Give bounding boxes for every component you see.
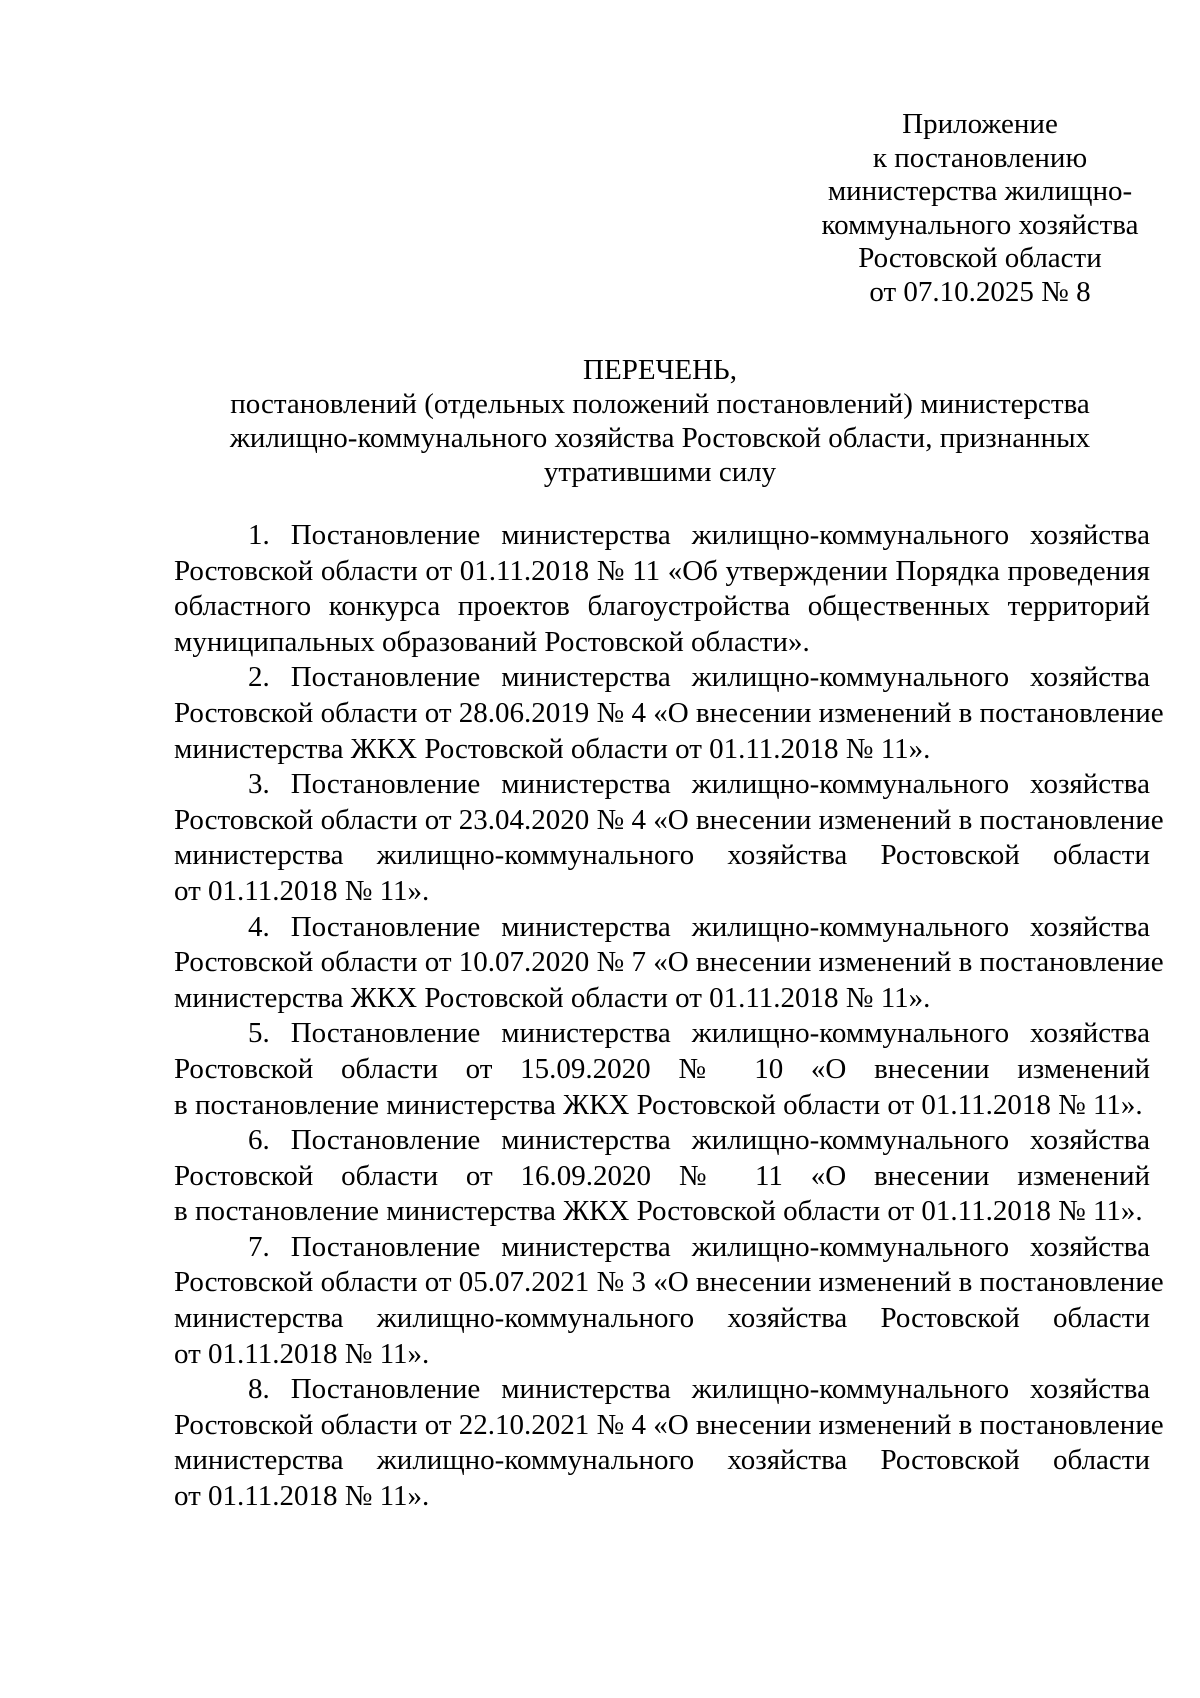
item-line: в постановление министерства ЖКХ Ростовской области от 01.11.2018 № 11». <box>174 1195 1143 1228</box>
item-line: от 01.11.2018 № 11». <box>174 1480 430 1513</box>
item-line: от 01.11.2018 № 11». <box>174 874 430 907</box>
appendix-line: Приложение <box>902 108 1058 140</box>
item-line: министерства жилищно-коммунального хозяйства Ростовской области <box>174 839 1150 872</box>
item-line: Ростовской области от 15.09.2020 № 10 «О внесении изменений <box>174 1052 1150 1085</box>
title-line: утратившими силу <box>543 456 777 488</box>
list-item-4 <box>174 910 1164 1017</box>
item-line: 1. Постановление министерства жилищно-коммунального хозяйства <box>248 519 1150 551</box>
item-line: министерства ЖКХ Ростовской области от 01.11.2018 № 11». <box>174 732 931 765</box>
item-line: муниципальных образований Ростовской области». <box>174 625 810 658</box>
item-line: Ростовской области от 23.04.2020 № 4 «О внесении изменений в постановление <box>174 803 1164 836</box>
item-line: 5. Постановление министерства жилищно-коммунального хозяйства <box>248 1017 1150 1050</box>
item-line: Ростовской области от 22.10.2021 № 4 «О внесении изменений в постановление <box>174 1408 1164 1441</box>
title-line: постановлений (отдельных положений постановлений) министерства <box>230 388 1090 420</box>
item-line: в постановление министерства ЖКХ Ростовской области от 01.11.2018 № 11». <box>174 1088 1143 1121</box>
list-item-8 <box>174 1372 1164 1514</box>
item-line: министерства жилищно-коммунального хозяйства Ростовской области <box>174 1444 1150 1477</box>
list-item-2 <box>174 660 1164 767</box>
item-line: Ростовской области от 16.09.2020 № 11 «О внесении изменений <box>174 1159 1150 1192</box>
title-line: жилищно-коммунального хозяйства Ростовской области, признанных <box>229 422 1091 454</box>
item-line: министерства жилищно-коммунального хозяйства Ростовской области <box>174 1302 1150 1335</box>
item-line: 4. Постановление министерства жилищно-коммунального хозяйства <box>248 910 1150 943</box>
item-line: Ростовской области от 28.06.2019 № 4 «О внесении изменений в постановление <box>174 696 1164 729</box>
item-line: 2. Постановление министерства жилищно-коммунального хозяйства <box>248 661 1150 694</box>
item-line: министерства ЖКХ Ростовской области от 01.11.2018 № 11». <box>174 981 931 1014</box>
item-line: 8. Постановление министерства жилищно-коммунального хозяйства <box>248 1373 1150 1406</box>
item-line: от 01.11.2018 № 11». <box>174 1337 430 1370</box>
list-item-6 <box>174 1123 1150 1230</box>
item-line: Ростовской области от 05.07.2021 № 3 «О внесении изменений в постановление <box>174 1266 1164 1299</box>
item-line: 7. Постановление министерства жилищно-коммунального хозяйства <box>248 1230 1150 1263</box>
document-title <box>170 353 1150 489</box>
appendix-date-number: от 07.10.2025 № 8 <box>869 275 1091 308</box>
list-item-5 <box>174 1016 1150 1123</box>
appendix-line: к постановлению <box>872 141 1088 174</box>
item-line: 3. Постановление министерства жилищно-коммунального хозяйства <box>248 768 1150 801</box>
item-line: Ростовской области от 01.11.2018 № 11 «Об утверждении Порядка проведения <box>174 554 1150 587</box>
list-item-3 <box>174 767 1164 909</box>
list-item-7 <box>174 1230 1164 1372</box>
item-line: 6. Постановление министерства жилищно-коммунального хозяйства <box>248 1124 1150 1157</box>
appendix-line: Ростовской области <box>858 242 1102 274</box>
appendix-line: коммунального хозяйства <box>821 208 1139 241</box>
resolutions-list <box>174 518 1164 1515</box>
title-heading: ПЕРЕЧЕНЬ, <box>583 354 737 386</box>
appendix-line: министерства жилищно- <box>827 175 1133 207</box>
item-line: областного конкурса проектов благоустройства общественных территорий <box>174 590 1150 623</box>
appendix-block <box>800 108 1160 309</box>
item-line: Ростовской области от 10.07.2020 № 7 «О внесении изменений в постановление <box>174 946 1164 979</box>
list-item-1 <box>174 518 1150 660</box>
